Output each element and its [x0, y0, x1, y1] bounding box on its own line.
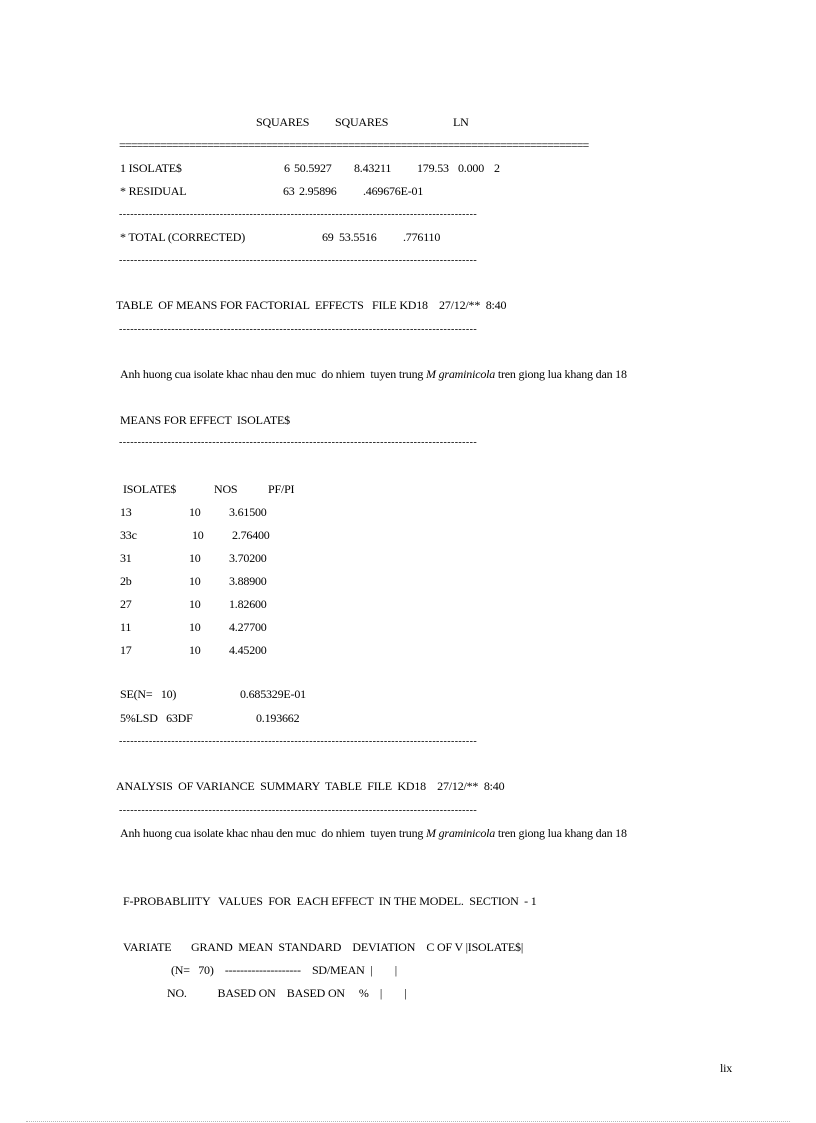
means-isolate: 31: [120, 551, 132, 565]
lsd-label: 5%LSD 63DF: [120, 711, 193, 725]
means-header-isolate: ISOLATE$: [123, 482, 177, 496]
anova-df: 6: [284, 161, 290, 175]
lsd-value: 0.193662: [256, 711, 300, 725]
means-nos: 10: [189, 597, 201, 611]
means-header-pf: PF/PI: [268, 482, 295, 496]
anova-ss: 53.5516: [339, 230, 377, 244]
means-pf: 4.27700: [229, 620, 267, 634]
caption: [120, 367, 627, 381]
anova-ms: 8.43211: [354, 161, 392, 175]
caption-text: Anh huong cua isolate khac nhau den muc do nhiem tuyen trung: [120, 826, 426, 840]
means-pf: 1.82600: [229, 597, 267, 611]
caption-species: M graminicola: [426, 826, 496, 840]
means-isolate: 13: [120, 505, 132, 519]
means-nos: 10: [189, 643, 201, 657]
anova-df: 63: [283, 184, 295, 198]
se-label: SE(N= 10): [120, 687, 177, 701]
means-isolate: 2b: [120, 574, 132, 588]
anova-f: 179.53: [417, 161, 449, 175]
anova-ss: 2.95896: [299, 184, 337, 198]
anova-source: 1 ISOLATE$: [120, 161, 182, 175]
variate-line-1: VARIATE GRAND MEAN STANDARD DEVIATION C OF V |ISOLATE$|: [123, 940, 524, 954]
page-edge: [26, 1121, 790, 1122]
anova-ms: .469676E-01: [363, 184, 424, 198]
means-nos: 10: [189, 551, 201, 565]
anova-col-squares-2: SQUARES: [335, 115, 389, 129]
means-table-title: TABLE OF MEANS FOR FACTORIAL EFFECTS FILE KD18 27/12/** 8:40: [116, 298, 507, 312]
means-nos: 10: [189, 620, 201, 634]
variate-line-3: NO. BASED ON BASED ON % | |: [167, 986, 407, 1000]
caption-species: M graminicola: [426, 367, 496, 381]
dash-rule: ------------------------------------------------------------------------------------------------: [119, 437, 478, 448]
means-nos: 10: [189, 505, 201, 519]
fprob-title: F-PROBABLIITY VALUES FOR EACH EFFECT IN THE MODEL. SECTION - 1: [123, 894, 537, 908]
dash-rule: ------------------------------------------------------------------------------------------------: [119, 255, 478, 266]
means-pf: 2.76400: [232, 528, 270, 542]
anova-source: * TOTAL (CORRECTED): [120, 230, 246, 244]
means-effect-title: MEANS FOR EFFECT ISOLATE$: [120, 413, 290, 427]
se-value: 0.685329E-01: [240, 687, 306, 701]
means-pf: 3.70200: [229, 551, 267, 565]
page-number: lix: [720, 1061, 733, 1075]
anova-col-squares-1: SQUARES: [256, 115, 310, 129]
anova-summary-title: ANALYSIS OF VARIANCE SUMMARY TABLE FILE KD18 27/12/** 8:40: [116, 779, 505, 793]
anova-source: * RESIDUAL: [120, 184, 187, 198]
means-header-nos: NOS: [214, 482, 238, 496]
dash-rule: ------------------------------------------------------------------------------------------------: [119, 209, 478, 220]
dash-rule: ------------------------------------------------------------------------------------------------: [119, 324, 478, 335]
caption-text-end: tren giong lua khang dan 18: [495, 367, 627, 381]
means-isolate: 27: [120, 597, 132, 611]
caption-text-end: tren giong lua khang dan 18: [495, 826, 627, 840]
caption: [120, 826, 627, 840]
anova-ms: .776110: [403, 230, 441, 244]
caption-text: Anh huong cua isolate khac nhau den muc do nhiem tuyen trung: [120, 367, 426, 381]
means-nos: 10: [192, 528, 204, 542]
dash-rule: ------------------------------------------------------------------------------------------------: [119, 736, 478, 747]
anova-col-ln: LN: [453, 115, 469, 129]
means-pf: 4.45200: [229, 643, 267, 657]
means-pf: 3.61500: [229, 505, 267, 519]
anova-step: 2: [494, 161, 500, 175]
means-isolate: 17: [120, 643, 132, 657]
means-pf: 3.88900: [229, 574, 267, 588]
means-nos: 10: [189, 574, 201, 588]
anova-ss: 50.5927: [294, 161, 332, 175]
means-isolate: 11: [120, 620, 132, 634]
means-isolate: 33c: [120, 528, 137, 542]
double-rule: ================================================================================: [119, 138, 589, 152]
variate-line-2: (N= 70) -------------------- SD/MEAN | |: [171, 963, 397, 977]
anova-df: 69: [322, 230, 334, 244]
dash-rule: ------------------------------------------------------------------------------------------------: [119, 805, 478, 816]
anova-p: 0.000: [458, 161, 485, 175]
